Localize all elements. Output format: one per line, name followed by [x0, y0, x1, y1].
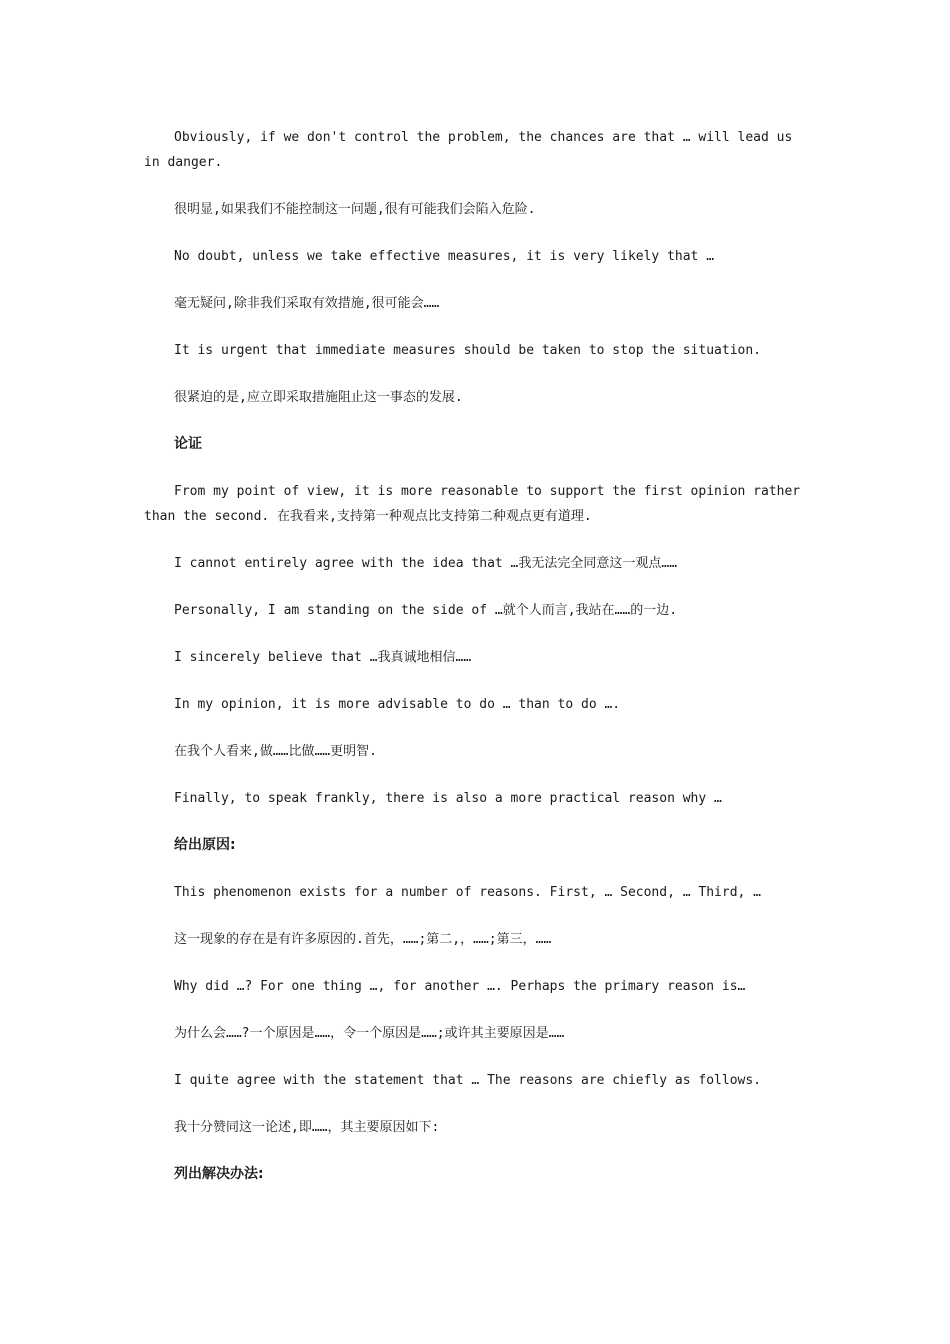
section-heading: 列出解决办法:	[174, 1166, 264, 1182]
paragraph: 我十分赞同这一论述,即……，其主要原因如下:	[174, 1120, 440, 1135]
section-heading: 论证	[174, 436, 202, 452]
paragraph: 很明显,如果我们不能控制这一问题,很有可能我们会陷入危险.	[174, 202, 536, 217]
section-heading: 给出原因:	[174, 837, 236, 853]
paragraph: I quite agree with the statement that … The reasons are chiefly as follows.	[174, 1073, 761, 1088]
paragraph: 这一现象的存在是有许多原因的.首先，……;第二,，……;第三，……	[174, 932, 552, 947]
paragraph: I cannot entirely agree with the idea that …我无法完全同意这一观点……	[174, 556, 678, 571]
paragraph: Personally, I am standing on the side of …就个人而言,我站在……的一边.	[174, 603, 678, 618]
paragraph: 在我个人看来,做……比做……更明智.	[174, 744, 377, 759]
paragraph: From my point of view, it is more reasonable to support the first opinion rather than the second. 在我看来,支持第一种观点比支持第二种观点更有道理.	[144, 484, 801, 524]
paragraph: 为什么会……?一个原因是……，令一个原因是……;或许其主要原因是……	[174, 1026, 565, 1041]
paragraph: No doubt, unless we take effective measures, it is very likely that …	[174, 249, 715, 264]
document-body	[144, 125, 806, 1209]
paragraph: Finally, to speak frankly, there is also a more practical reason why …	[174, 791, 722, 806]
paragraph: I sincerely believe that …我真诚地相信……	[174, 650, 472, 665]
paragraph: Obviously, if we don't control the problem, the chances are that … will lead us in danger.	[144, 130, 793, 170]
paragraph: It is urgent that immediate measures should be taken to stop the situation.	[174, 343, 761, 358]
paragraph: 毫无疑问,除非我们采取有效措施,很可能会……	[174, 296, 440, 311]
paragraph: This phenomenon exists for a number of reasons. First, … Second, … Third, …	[174, 885, 761, 900]
paragraph: 很紧迫的是,应立即采取措施阻止这一事态的发展.	[174, 390, 463, 405]
paragraph: Why did …? For one thing …, for another …. Perhaps the primary reason is…	[174, 979, 746, 994]
paragraph: In my opinion, it is more advisable to do … than to do ….	[174, 697, 621, 712]
